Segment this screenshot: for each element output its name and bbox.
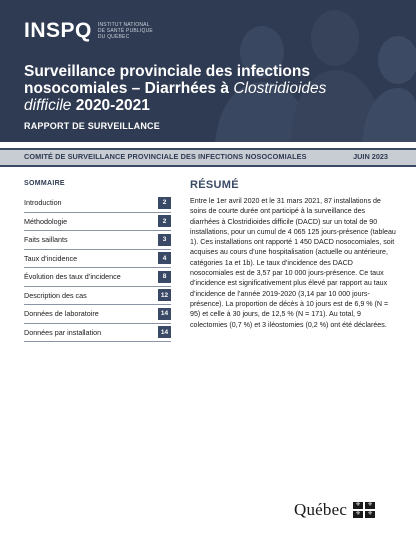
toc-item-label: Données de laboratoire xyxy=(24,309,99,319)
toc-item-label: Introduction xyxy=(24,198,62,208)
toc-item-label: Faits saillants xyxy=(24,235,68,245)
toc-item-description-cas[interactable] xyxy=(24,287,171,306)
table-of-contents xyxy=(24,194,171,342)
toc-item-label: Méthodologie xyxy=(24,216,68,226)
toc-heading: SOMMAIRE xyxy=(24,180,65,187)
inspq-logo xyxy=(24,20,153,42)
committee-banner xyxy=(0,148,416,167)
toc-item-donnees-installation[interactable] xyxy=(24,324,171,343)
document-title xyxy=(24,63,354,114)
committee-name: COMITÉ DE SURVEILLANCE PROVINCIALE DES INFECTIONS NOSOCOMIALES xyxy=(24,152,307,161)
title-italic-species: difficile xyxy=(24,97,72,114)
title-italic-genus: Clostridioides xyxy=(233,80,327,97)
toc-item-label: Données par installation xyxy=(24,327,102,337)
fleur-de-lis-icon: ⚜ xyxy=(353,511,363,518)
title-line-1: Surveillance provinciale des infections xyxy=(24,63,310,80)
logo-mark: INSPQ xyxy=(24,19,92,42)
toc-page-badge: 14 xyxy=(158,308,171,320)
title-years: 2020-2021 xyxy=(71,97,150,114)
quebec-logo xyxy=(294,500,375,520)
toc-item-evolution-taux[interactable] xyxy=(24,268,171,287)
publication-date: JUIN 2023 xyxy=(353,152,388,161)
toc-page-badge: 2 xyxy=(158,215,171,227)
fleur-de-lis-icon: ⚜ xyxy=(353,502,363,509)
title-line-2: nosocomiales – Diarrhées à xyxy=(24,80,234,97)
toc-item-label: Description des cas xyxy=(24,290,87,300)
toc-page-badge: 8 xyxy=(158,271,171,283)
fleur-de-lis-flag-icon xyxy=(353,502,375,518)
summary-heading: RÉSUMÉ xyxy=(190,179,239,191)
toc-item-label: Taux d’incidence xyxy=(24,253,78,263)
toc-item-label: Évolution des taux d’incidence xyxy=(24,272,121,282)
fleur-de-lis-icon: ⚜ xyxy=(365,511,375,518)
header-band xyxy=(0,0,416,142)
toc-page-badge: 14 xyxy=(158,326,171,338)
toc-item-methodologie[interactable] xyxy=(24,213,171,232)
toc-page-badge: 12 xyxy=(158,289,171,301)
toc-page-badge: 3 xyxy=(158,234,171,246)
logo-institution-text xyxy=(98,22,153,40)
toc-page-badge: 4 xyxy=(158,252,171,264)
quebec-wordmark: Québec xyxy=(294,500,348,519)
logo-line: DU QUÉBEC xyxy=(97,34,130,40)
logo-line: DE SANTÉ PUBLIQUE xyxy=(97,28,153,34)
report-type-label: RAPPORT DE SURVEILLANCE xyxy=(24,121,160,131)
toc-item-introduction[interactable] xyxy=(24,194,171,213)
toc-item-taux-incidence[interactable] xyxy=(24,250,171,269)
toc-page-badge: 2 xyxy=(158,197,171,209)
logo-line: INSTITUT NATIONAL xyxy=(97,22,150,28)
toc-item-donnees-laboratoire[interactable] xyxy=(24,305,171,324)
toc-item-faits-saillants[interactable] xyxy=(24,231,171,250)
fleur-de-lis-icon: ⚜ xyxy=(365,502,375,509)
summary-paragraph: Entre le 1er avril 2020 et le 31 mars 2021, 87 installations de soins de courte durée ont participé à la surveillance des diarrhées à Clostridioides difficile (DACD) sur un total de 90 installations, pour un cumul de 4 065 125 jours-présence (tableau 1). Ces installations ont rapporté 1 450 DACD nosocomiales, soit acquises au cours d’une hospitalisation (actuelle ou antérieure, catégories 1a et 1b). Le taux d’incidence des DACD nosocomiales est de 3,57 par 10 000 jours-présence. Ce taux d’incidence est significativement plus élevé par rapport au taux d’incidence de l’année 2019-2020 (3,14 par 10 000 jours-présence). La proportion de décès à 10 jours est de 6,9 % (N = 95) et celle à 30 jours, de 12,5 % (N = 171). Au total, 9 colectomies (0,7 %) et 3 iléostomies (0,2 %) ont été déclarées. xyxy=(190,197,396,329)
